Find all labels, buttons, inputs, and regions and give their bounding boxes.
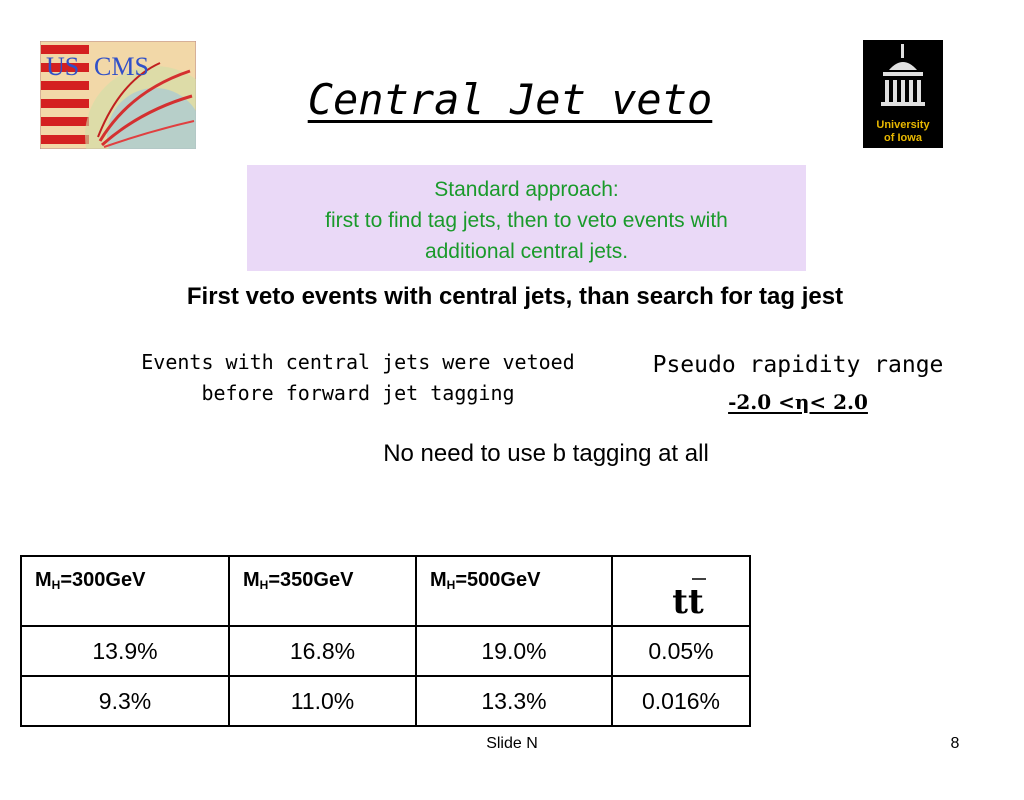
header-sub: H	[259, 578, 269, 592]
footer-slide-label: Slide N	[486, 735, 538, 752]
header-m: M	[243, 569, 260, 591]
header-sub: H	[446, 578, 456, 592]
iowa-logo	[863, 40, 943, 148]
approach-line-3: additional central jets.	[424, 240, 629, 263]
uscms-logo	[40, 41, 196, 149]
header-value: =500GeV	[455, 569, 541, 591]
header-value: =300GeV	[60, 569, 146, 591]
results-table	[20, 555, 751, 727]
ttbar-symbol	[658, 569, 718, 625]
iowa-line2: of Iowa	[884, 132, 922, 144]
b-tagging-note: No need to use b tagging at all	[383, 440, 709, 467]
header-m: M	[430, 569, 447, 591]
header-mh-350	[229, 556, 416, 626]
pseudo-rapidity-range-text: -2.0 <η< 2.0	[728, 390, 868, 414]
table-cell: 13.3%	[416, 676, 612, 726]
table-cell: 0.05%	[612, 626, 750, 676]
header-sub: H	[51, 578, 61, 592]
header-m: M	[35, 569, 52, 591]
header-mh-300	[21, 556, 229, 626]
table-row	[21, 676, 750, 726]
pseudo-rapidity-range	[628, 386, 968, 418]
table-cell: 19.0%	[416, 626, 612, 676]
logo-us-text: US	[46, 52, 80, 81]
vetoed-note	[108, 347, 608, 409]
iowa-line1: University	[876, 119, 930, 131]
slide-title-text: Central Jet veto	[307, 75, 713, 124]
main-statement: First veto events with central jets, than search for tag jest	[186, 283, 844, 310]
header-ttbar	[612, 556, 750, 626]
table-row	[21, 626, 750, 676]
table-cell: 16.8%	[229, 626, 416, 676]
logo-cms-text: CMS	[94, 52, 149, 81]
table-cell: 0.016%	[612, 676, 750, 726]
approach-line-2: first to find tag jets, then to veto events with	[325, 209, 728, 232]
standard-approach-box	[247, 165, 806, 271]
slide-title	[230, 70, 790, 130]
approach-line-1: Standard approach:	[434, 178, 619, 201]
vetoed-note-line-1: Events with central jets were vetoed	[141, 350, 575, 374]
table-cell: 13.9%	[21, 626, 229, 676]
ttbar-text: tt	[671, 582, 704, 622]
table-cell: 9.3%	[21, 676, 229, 726]
slide-number: 8	[950, 735, 960, 752]
vetoed-note-line-2: before forward jet tagging	[201, 381, 515, 405]
table-cell: 11.0%	[229, 676, 416, 726]
header-value: =350GeV	[268, 569, 354, 591]
header-mh-500	[416, 556, 612, 626]
pseudo-rapidity-label: Pseudo rapidity range	[652, 352, 944, 378]
table-header-row	[21, 556, 750, 626]
